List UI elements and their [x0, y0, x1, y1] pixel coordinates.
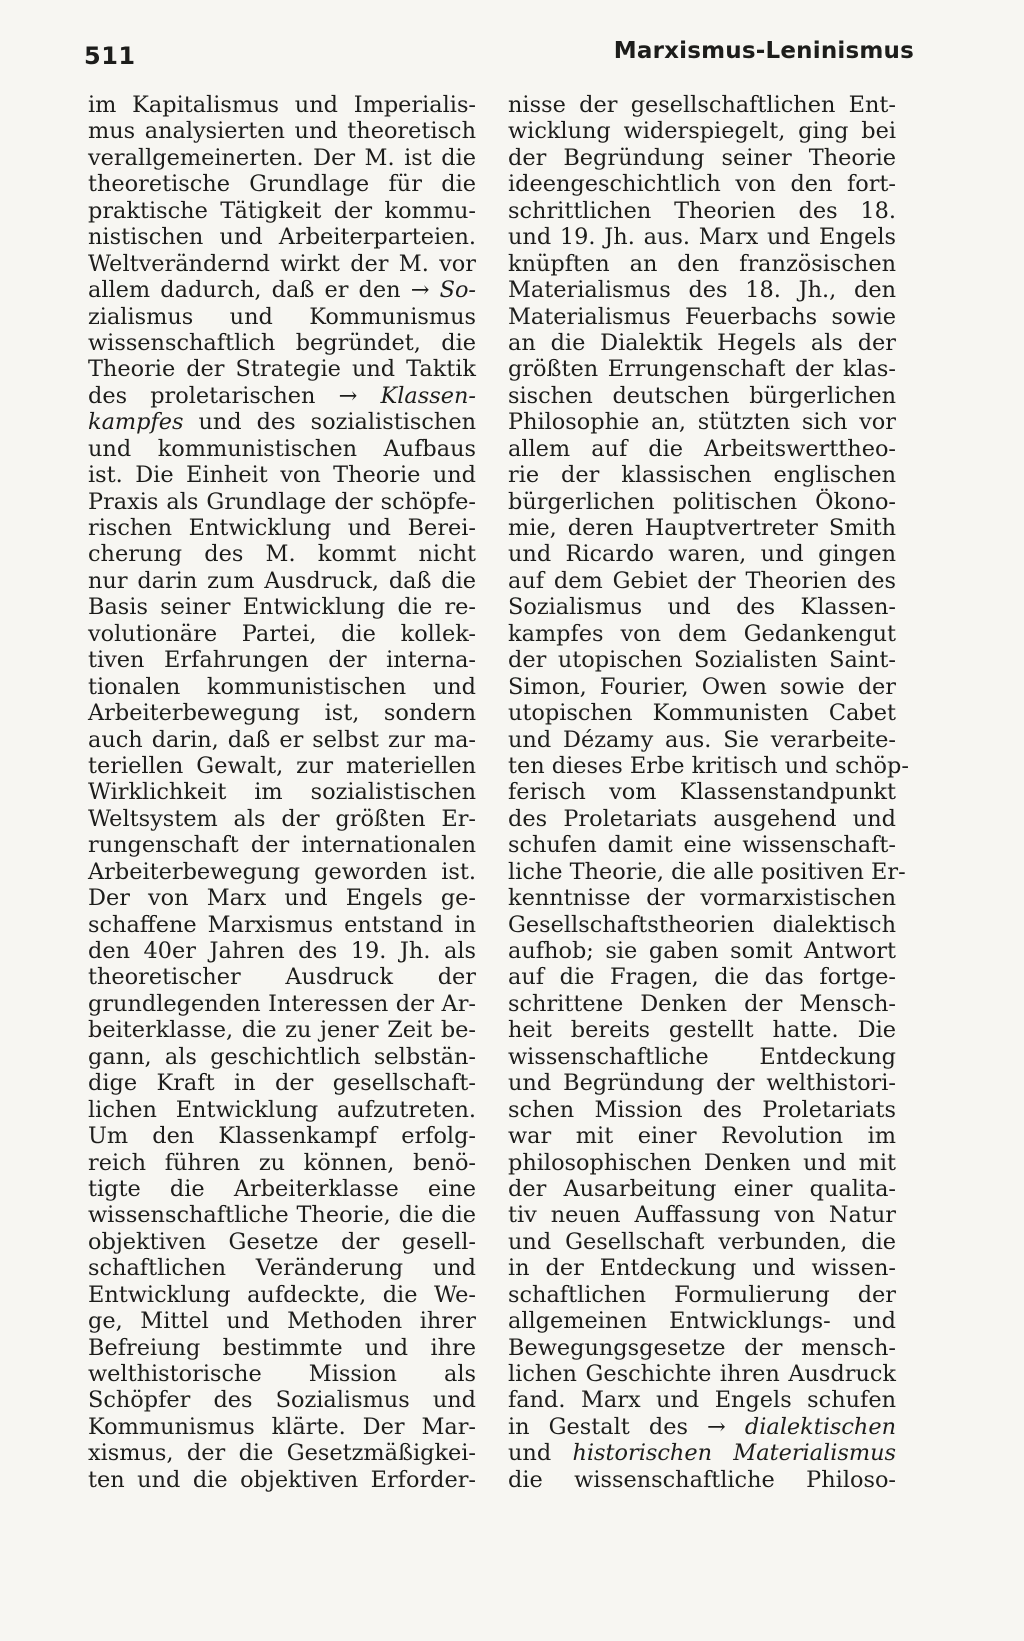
text-line: Theorie der Strategie und Taktik	[88, 356, 476, 383]
text-line: Arbeiterbewegung geworden ist.	[88, 858, 476, 885]
text-line: wicklung widerspiegelt, ging bei	[508, 118, 896, 145]
text-line: Weltverändernd wirkt der M. vor	[88, 250, 476, 277]
text-line: volutionäre Partei, die kollek-	[88, 620, 476, 647]
text-line: Simon, Fourier, Owen sowie der	[508, 673, 896, 700]
text-line: kampfes und des sozialistischen	[88, 409, 476, 436]
text-line: kampfes von dem Gedankengut	[508, 620, 896, 647]
text-line: Materialismus des 18. Jh., den	[508, 277, 896, 304]
text-line: auf die Fragen, die das fortge-	[508, 964, 896, 991]
text-line: schaftlichen Formulierung der	[508, 1281, 896, 1308]
text-line: Praxis als Grundlage der schöpfe-	[88, 488, 476, 515]
text-line: tigte die Arbeiterklasse eine	[88, 1175, 476, 1202]
text-line: rie der klassischen englischen	[508, 462, 896, 489]
text-line: des Proletariats ausgehend und	[508, 805, 896, 832]
text-line: der Ausarbeitung einer qualita-	[508, 1175, 896, 1202]
text-line: cherung des M. kommt nicht	[88, 541, 476, 568]
text-line: utopischen Kommunisten Cabet	[508, 700, 896, 727]
text-line: den 40er Jahren des 19. Jh. als	[88, 938, 476, 964]
text-line: Gesellschaftstheorien dialektisch	[508, 911, 896, 938]
text-line: bürgerlichen politischen Ökono-	[508, 488, 896, 515]
text-line: schaftlichen Veränderung und	[88, 1255, 476, 1282]
text-line: ferisch vom Klassenstandpunkt	[508, 779, 896, 806]
text-line: an die Dialektik Hegels als der	[508, 329, 896, 356]
text-line: in Gestalt des → dialektischen	[508, 1413, 896, 1440]
text-line: schrittlichen Theorien des 18.	[508, 197, 896, 224]
text-line: gann, als geschichtlich selbstän-	[88, 1043, 476, 1070]
text-line: Sozialismus und des Klassen-	[508, 594, 896, 621]
text-line: Befreiung bestimmte und ihre	[88, 1334, 476, 1361]
text-line: größten Errungenschaft der klas-	[508, 356, 896, 383]
text-line: und historischen Materialismus	[508, 1440, 896, 1467]
text-line: tiv neuen Auffassung von Natur	[508, 1202, 896, 1229]
text-line: tiven Erfahrungen der interna-	[88, 647, 476, 674]
text-line: auch darin, daß er selbst zur ma-	[88, 726, 476, 753]
text-line: Arbeiterbewegung ist, sondern	[88, 700, 476, 727]
text-line: wissenschaftliche Theorie, die die	[88, 1202, 476, 1229]
text-line: zialismus und Kommunismus	[88, 303, 476, 330]
text-line: Materialismus Feuerbachs sowie	[508, 303, 896, 330]
text-line: praktische Tätigkeit der kommu-	[88, 197, 476, 224]
text-line: Um den Klassenkampf erfolg-	[88, 1123, 476, 1150]
text-line: ideengeschichtlich von den fort-	[508, 171, 896, 198]
text-line: und Dézamy aus. Sie verarbeite-	[508, 726, 896, 753]
text-column-left	[88, 92, 476, 1493]
page-number: 511	[84, 42, 136, 70]
text-line: mie, deren Hauptvertreter Smith	[508, 515, 896, 541]
text-line: allem auf die Arbeitswerttheo-	[508, 435, 896, 462]
text-line: wissenschaftlich begründet, die	[88, 329, 476, 356]
text-line: war mit einer Revolution im	[508, 1123, 896, 1150]
text-line: schaffene Marxismus entstand in	[88, 911, 476, 938]
text-line: und Gesellschaft verbunden, die	[508, 1228, 896, 1255]
text-line: wissenschaftliche Entdeckung	[508, 1043, 896, 1070]
text-line: grundlegenden Interessen der Ar-	[88, 990, 476, 1017]
text-line: der utopischen Sozialisten Saint-	[508, 647, 896, 674]
text-line: welthistorische Mission als	[88, 1361, 476, 1387]
text-line: fand. Marx und Engels schufen	[508, 1387, 896, 1414]
text-line: kenntnisse der vormarxistischen	[508, 885, 896, 912]
text-line: Wirklichkeit im sozialistischen	[88, 779, 476, 806]
text-line: in der Entdeckung und wissen-	[508, 1255, 896, 1282]
text-line: und Begründung der welthistori-	[508, 1070, 896, 1097]
text-line: mus analysierten und theoretisch	[88, 118, 476, 145]
text-line: philosophischen Denken und mit	[508, 1149, 896, 1176]
text-line: teriellen Gewalt, zur materiellen	[88, 752, 476, 779]
text-line: Schöpfer des Sozialismus und	[88, 1387, 476, 1414]
text-column-right	[508, 92, 909, 1493]
text-line: ten dieses Erbe kritisch und schöp-	[508, 752, 909, 779]
text-line: Bewegungsgesetze der mensch-	[508, 1334, 896, 1361]
text-line: sischen deutschen bürgerlichen	[508, 382, 896, 409]
text-line: Kommunismus klärte. Der Mar-	[88, 1413, 476, 1440]
text-line: theoretischer Ausdruck der	[88, 964, 476, 991]
running-head: Marxismus-Leninismus	[613, 38, 914, 64]
text-line: dige Kraft in der gesellschaft-	[88, 1070, 476, 1097]
text-line: Basis seiner Entwicklung die re-	[88, 594, 476, 621]
text-line: beiterklasse, die zu jener Zeit be-	[88, 1017, 476, 1044]
text-line: schrittene Denken der Mensch-	[508, 990, 896, 1017]
text-line: allem dadurch, daß er den → So-	[88, 277, 476, 304]
text-line: des proletarischen → Klassen-	[88, 382, 476, 409]
text-line: Philosophie an, stützten sich vor	[508, 409, 896, 436]
text-line: die wissenschaftliche Philoso-	[508, 1466, 896, 1493]
text-line: nistischen und Arbeiterparteien.	[88, 224, 476, 251]
text-line: und Ricardo waren, und gingen	[508, 541, 896, 568]
text-line: heit bereits gestellt hatte. Die	[508, 1017, 896, 1044]
text-line: lichen Geschichte ihren Ausdruck	[508, 1361, 896, 1387]
text-line: theoretische Grundlage für die	[88, 171, 476, 198]
text-line: nur darin zum Ausdruck, daß die	[88, 567, 476, 594]
text-line: ten und die objektiven Erforder-	[88, 1466, 476, 1493]
text-line: Weltsystem als der größten Er-	[88, 805, 476, 832]
text-line: schufen damit eine wissenschaft-	[508, 832, 896, 859]
text-line: ge, Mittel und Methoden ihrer	[88, 1308, 476, 1335]
text-line: tionalen kommunistischen und	[88, 673, 476, 700]
text-line: Entwicklung aufdeckte, die We-	[88, 1281, 476, 1308]
text-line: und kommunistischen Aufbaus	[88, 435, 476, 462]
text-line: lichen Entwicklung aufzutreten.	[88, 1096, 476, 1123]
text-line: knüpften an den französischen	[508, 250, 896, 277]
text-line: rischen Entwicklung und Berei-	[88, 515, 476, 541]
text-line: reich führen zu können, benö-	[88, 1149, 476, 1176]
text-line: objektiven Gesetze der gesell-	[88, 1228, 476, 1255]
text-line: rungenschaft der internationalen	[88, 832, 476, 859]
text-line: Der von Marx und Engels ge-	[88, 885, 476, 912]
text-line: auf dem Gebiet der Theorien des	[508, 567, 896, 594]
text-line: allgemeinen Entwicklungs- und	[508, 1308, 896, 1335]
text-line: xismus, der die Gesetzmäßigkei-	[88, 1440, 476, 1467]
text-line: nisse der gesellschaftlichen Ent-	[508, 92, 896, 118]
text-line: aufhob; sie gaben somit Antwort	[508, 938, 896, 964]
text-line: im Kapitalismus und Imperialis-	[88, 92, 476, 118]
text-line: liche Theorie, die alle positiven Er-	[508, 858, 906, 885]
text-line: verallgemeinerten. Der M. ist die	[88, 144, 476, 171]
text-line: schen Mission des Proletariats	[508, 1096, 896, 1123]
text-line: und 19. Jh. aus. Marx und Engels	[508, 224, 896, 251]
text-line: ist. Die Einheit von Theorie und	[88, 462, 476, 489]
text-line: der Begründung seiner Theorie	[508, 144, 896, 171]
